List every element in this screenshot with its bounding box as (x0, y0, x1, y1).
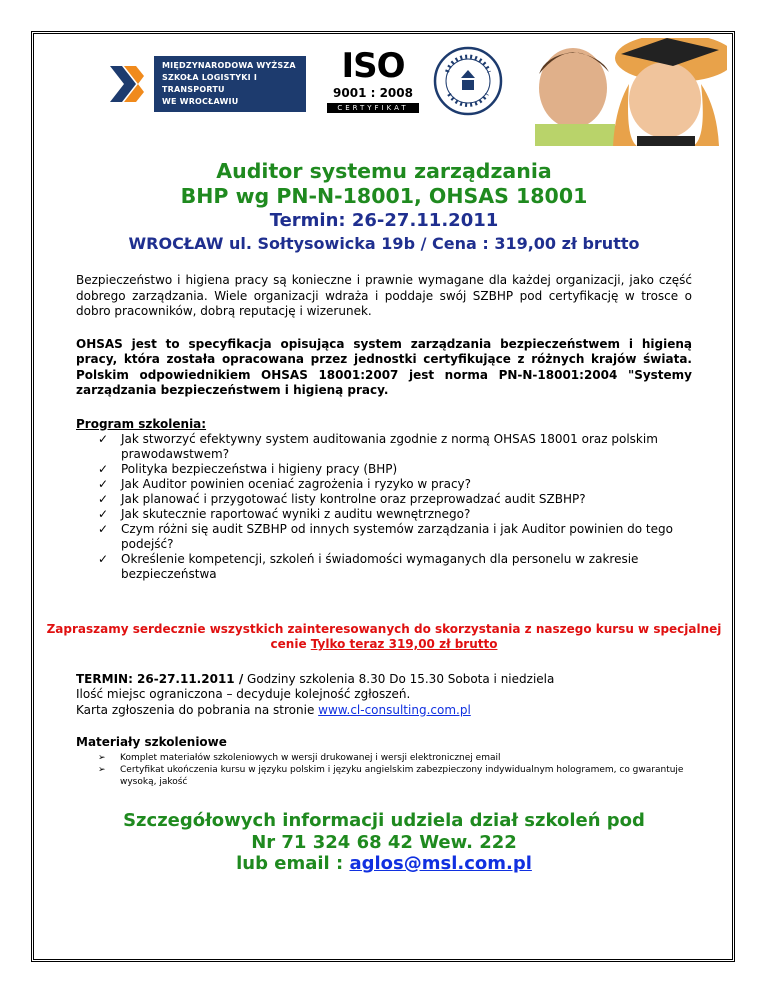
seal-logo (431, 44, 505, 118)
check-icon: ✓ (98, 431, 109, 446)
flyer (45, 40, 723, 875)
contact-line-1: Szczegółowych informacji udziela dział szkoleń pod (123, 810, 645, 831)
school-name-line: SZKOŁA LOGISTYKI I TRANSPORTU (162, 73, 258, 94)
title-line-2: BHP wg PN-N-18001, OHSAS 18001 (180, 184, 588, 208)
list-item-text: Jak skutecznie raportować wyniki z auditu wewnętrznego? (121, 506, 471, 521)
program-title: Program szkolenia: (76, 416, 207, 431)
ohsas-paragraph: OHSAS jest to specyfikacja opisująca system zarządzania bezpieczeństwem i higieną pracy, która została opracowana przez jednostki certyfikujące z różnych krajów świata. Polskim odpowiednikiem OHSAS 18001:2007 jest norma PN-N-18001:2004 "Systemy zarządzania bezpieczeństwem i higieną pracy. (76, 336, 692, 397)
iso-number: 9001 : 2008 (333, 86, 413, 100)
school-logo (110, 56, 306, 112)
logo-row (45, 40, 723, 145)
list-item (76, 522, 692, 552)
term-line (76, 672, 692, 688)
check-icon: ✓ (98, 491, 109, 506)
students-photo (515, 38, 727, 146)
list-item-text: Polityka bezpieczeństwa i higieny pracy (BHP) (121, 461, 398, 476)
arrow-bullet-icon: ➢ (98, 765, 106, 775)
arrow-bullet-icon: ➢ (98, 753, 106, 763)
list-item-text: Jak planować i przygotować listy kontrolne oraz przeprowadzać audit SZBHP? (121, 491, 586, 506)
list-item (76, 492, 692, 507)
list-item-text: Jak stworzyć efektywny system auditowania zgodnie z normą OHSAS 18001 oraz polskim prawodawstwem? (121, 431, 658, 461)
list-item-text: Określenie kompetencji, szkoleń i świadomości wymaganych dla personelu w zakresie bezpieczeństwa (121, 551, 639, 581)
check-icon: ✓ (98, 476, 109, 491)
email-prefix: lub email : (236, 853, 350, 874)
info-block (76, 672, 692, 719)
list-item-text: Komplet materiałów szkoleniowych w wersji drukowanej i wersji elektronicznej email (120, 753, 501, 763)
list-item (76, 462, 692, 477)
contact-phone: Nr 71 324 68 42 Wew. 222 (251, 831, 517, 853)
form-text: Karta zgłoszenia do pobrania na stronie (76, 702, 319, 717)
school-name (154, 56, 306, 112)
school-name-line: MIĘDZYNARODOWA WYŻSZA (162, 61, 296, 70)
iso-logo (327, 48, 419, 113)
school-mark-icon (110, 64, 144, 104)
invitation (45, 622, 723, 653)
list-item-text: Certyfikat ukończenia kursu w języku polskim i języku angielskim zabezpieczony indywidualnym hologramem, co gwarantuje wysoką, jakość (120, 765, 684, 787)
contact-block (45, 810, 723, 875)
term-hours: Godziny szkolenia 8.30 Do 15.30 Sobota i niedziela (243, 671, 555, 686)
seats-note: Ilość miejsc ograniczona – decyduje kolejność zgłoszeń. (76, 687, 411, 701)
iso-text: ISO (341, 46, 405, 86)
materials-title: Materiały szkoleniowe (76, 735, 227, 749)
location-price-heading: WROCŁAW ul. Sołtysowicka 19b / Cena : 319,00 zł brutto (128, 234, 640, 253)
invitation-text: Zapraszamy serdecznie wszystkich zainteresowanych do skorzystania z naszego kursu w specjalnej cenie (46, 621, 722, 651)
check-icon: ✓ (98, 551, 109, 566)
list-item-text: Jak Auditor powinien oceniać zagrożenia i ryzyko w pracy? (121, 476, 472, 491)
email-link[interactable]: aglos@msl.com.pl (349, 853, 532, 874)
list-item (76, 432, 692, 462)
list-item (76, 507, 692, 522)
intro-paragraph: Bezpieczeństwo i higiena pracy są konieczne i prawnie wymagane dla każdej organizacji, jako część dobrego zarządzania. Wiele organizacji wdraża i poddaje swój SZBHP pod certyfikację w trosce o dobro pracowników, dobrą reputację i wizerunek. (76, 273, 692, 318)
check-icon: ✓ (98, 521, 109, 536)
school-name-line: WE WROCŁAWIU (162, 97, 239, 106)
materials-list (76, 752, 692, 788)
program-list (76, 432, 692, 582)
iso-cert: CERTYFIKAT (327, 103, 419, 113)
check-icon: ✓ (98, 506, 109, 521)
term-label: TERMIN: 26-27.11.2011 / (76, 671, 244, 686)
contact-email-line (45, 853, 723, 875)
list-item (76, 752, 692, 764)
list-item-text: Czym różni się audit SZBHP od innych systemów zarządzania i jak Auditor powinien do tego podejść? (121, 521, 673, 551)
check-icon: ✓ (98, 461, 109, 476)
list-item (76, 552, 692, 582)
title-line-1: Auditor systemu zarządzania (216, 159, 552, 183)
list-item (76, 764, 692, 788)
list-item (76, 477, 692, 492)
form-line (76, 703, 692, 719)
term-heading: Termin: 26-27.11.2011 (269, 210, 499, 231)
website-link[interactable]: www.cl-consulting.com.pl (318, 702, 471, 717)
price-highlight: Tylko teraz 319,00 zł brutto (310, 637, 498, 651)
